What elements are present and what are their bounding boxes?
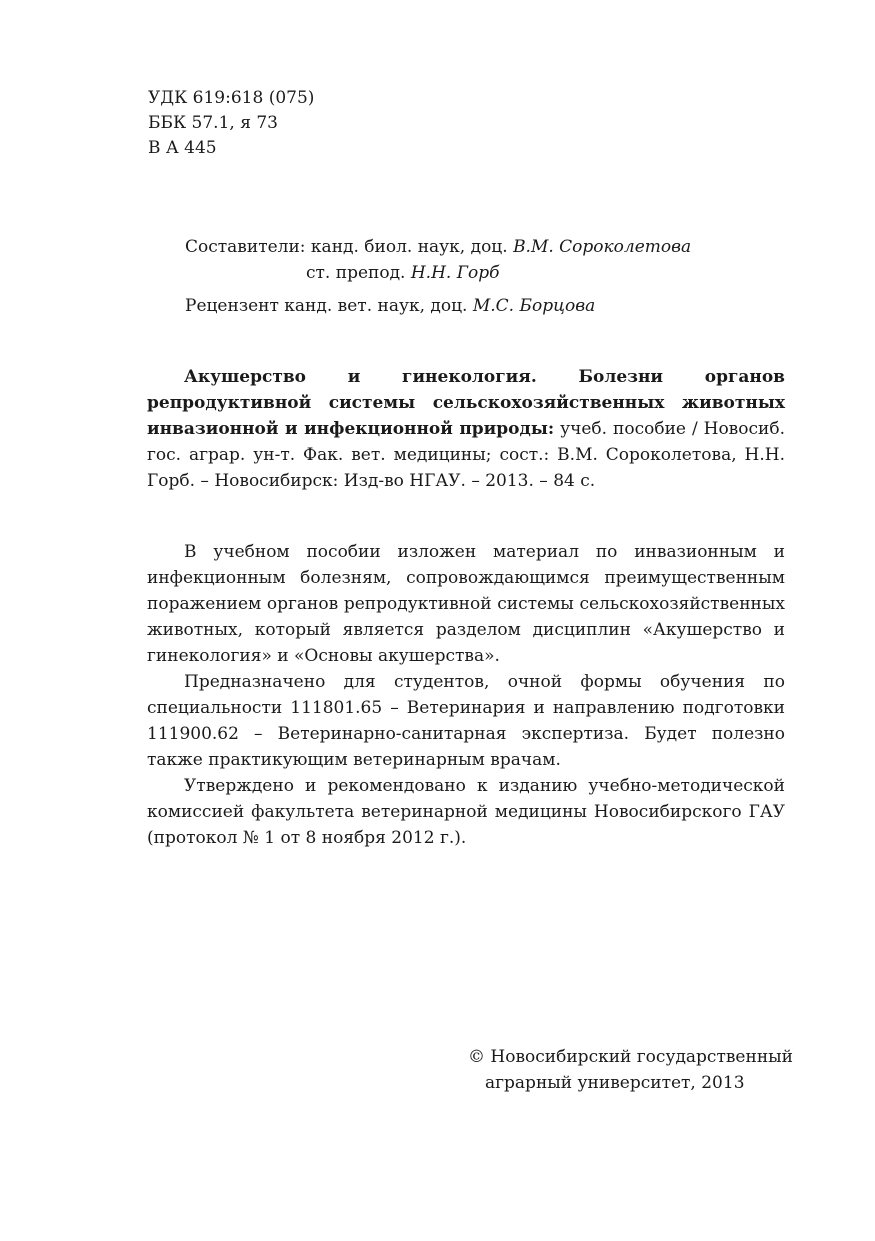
book-title: Акушерство и гинекология. Болезни органов репродуктивной системы сельскохозяйственных животных инвазионной и инфекционной природы: [147, 367, 785, 439]
reviewer-label: Рецензент [185, 296, 279, 316]
compiler-1-name: В.М. Сороколетова [513, 237, 692, 257]
copyright-notice [468, 1044, 793, 1096]
compiler-line-1 [185, 234, 691, 260]
reviewer-name: М.С. Борцова [472, 296, 596, 316]
reviewer-line [185, 293, 691, 319]
compiler-line-2 [185, 260, 691, 286]
compiler-2-position: ст. препод. [306, 263, 411, 283]
book-details: учеб. пособие / Новосиб. гос. аграр. ун-т. Фак. вет. медицины; сост.: В.М. Сороколетова, Н.Н. Горб. – Новосибирск: Изд-во НГАУ. – 2013. – 84 с. [147, 419, 785, 491]
copyright-line-1: © Новосибирский государственный [468, 1047, 794, 1067]
bibliographic-record [147, 364, 785, 494]
udk-code: УДК 619:618 (075) [148, 88, 315, 108]
author-code: В А 445 [148, 138, 217, 158]
copyright-line-2: аграрный университет, 2013 [485, 1073, 745, 1093]
abstract-paragraph-1: В учебном пособии изложен материал по инвазионным и инфекционным болезням, сопровождающимся преимущественным поражением органов репродуктивной системы сельскохозяйственных животных, который является разделом дисциплин «Акушерство и гинекология» и «Основы акушерства». [147, 542, 785, 666]
reviewer-degree: канд. вет. наук, доц. [278, 296, 473, 316]
compilers-block [185, 234, 691, 319]
compiler-1-degree: канд. биол. наук, доц. [305, 237, 514, 257]
classification-codes [148, 86, 314, 161]
abstract [147, 539, 785, 851]
abstract-paragraph-3: Утверждено и рекомендовано к изданию учебно-методической комиссией факультета ветеринарной медицины Новосибирского ГАУ (протокол № 1 от 8 ноября 2012 г.). [147, 776, 785, 848]
compiler-2-name: Н.Н. Горб [410, 263, 500, 283]
bbk-code: ББК 57.1, я 73 [148, 113, 278, 133]
abstract-paragraph-2: Предназначено для студентов, очной формы обучения по специальности 111801.65 – Ветеринария и направлению подготовки 111900.62 – Ветеринарно-санитарная экспертиза. Будет полезно также практикующим ветеринарным врачам. [147, 672, 785, 770]
compilers-label: Составители: [185, 237, 306, 257]
